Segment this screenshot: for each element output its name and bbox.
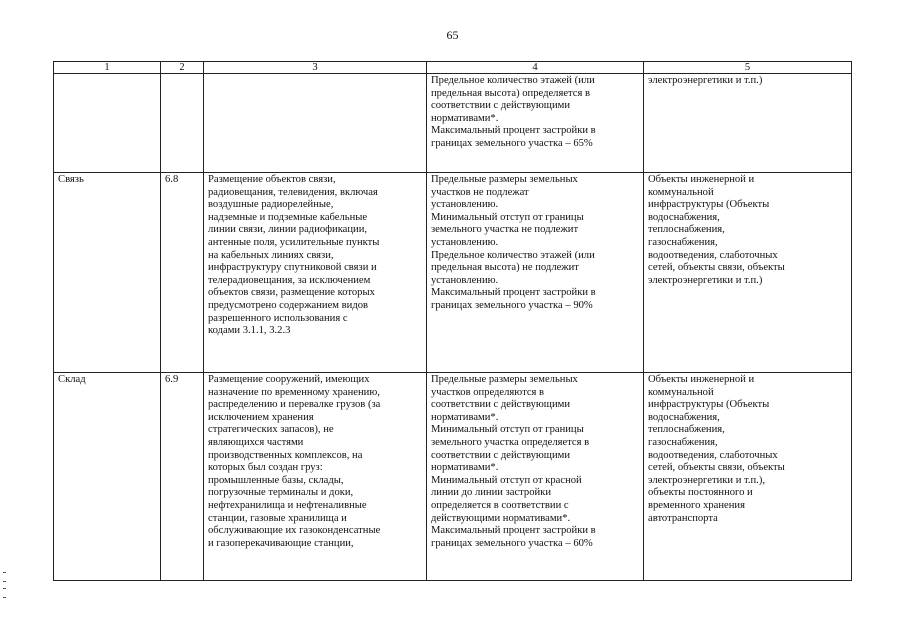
binder-mark [3, 588, 6, 598]
cell-parameters: Предельные размеры земельных участков не подлежат установлению. Минимальный отступ от границы земельного участка не подлежит установлению. Предельное количество этажей (или предельная высота) не подлежит установлению. Максимальный процент застройки в границах земельного участка – 90% [427, 173, 644, 373]
cell-infrastructure: Объекты инженерной и коммунальной инфраструктуры (Объекты водоснабжения, теплоснабжения, газоснабжения, водоотведения, слаботочных сетей, объекты связи, объекты электроэнергетики и т.п.), объекты постоянного и временного хранения автотранспорта [644, 373, 852, 581]
land-use-table [53, 61, 852, 581]
cell-infrastructure: Объекты инженерной и коммунальной инфраструктуры (Объекты водоснабжения, теплоснабжения, газоснабжения, водоотведения, слаботочных сетей, объекты связи, объекты электроэнергетики и т.п.) [644, 173, 852, 373]
table-row-sklad [54, 373, 852, 581]
cell-description [204, 74, 427, 173]
cell-name: Связь [54, 173, 161, 373]
cell-parameters: Предельное количество этажей (или предельная высота) определяется в соответствии с действующими нормативами*. Максимальный процент застройки в границах земельного участка – 65% [427, 74, 644, 173]
cell-description: Размещение объектов связи, радиовещания, телевидения, включая воздушные радиорелейные, надземные и подземные кабельные линии связи, линии радиофикации, антенные поля, усилительные пункты на кабельных линиях связи, инфраструктуру спутниковой связи и телерадиовещания, за исключением объектов связи, размещение которых предусмотрено содержанием видов разрешенного использования с кодами 3.1.1, 3.2.3 [204, 173, 427, 373]
cell-parameters: Предельные размеры земельных участков определяются в соответствии с действующими нормативами*. Минимальный отступ от границы земельного участка определяется в соответствии с действующими нормативами*. Минимальный отступ от красной линии до линии застройки определяется в соответствии с действующими нормативами*. Максимальный процент застройки в границах земельного участка – 60% [427, 373, 644, 581]
cell-code: 6.9 [161, 373, 204, 581]
header-row [54, 62, 852, 74]
page-number: 65 [446, 28, 459, 42]
header-col-4: 4 [427, 62, 644, 74]
cell-code [161, 74, 204, 173]
header-col-2: 2 [161, 62, 204, 74]
cell-infrastructure: электроэнергетики и т.п.) [644, 74, 852, 173]
cell-name [54, 74, 161, 173]
header-col-5: 5 [644, 62, 852, 74]
binder-mark [3, 572, 6, 582]
table-row-svyaz [54, 173, 852, 373]
cell-description: Размещение сооружений, имеющих назначение по временному хранению, распределению и перевалке грузов (за исключением хранения стратегических запасов), не являющихся частями производственных комплексов, на которых был создан груз: промышленные базы, склады, погрузочные терминалы и доки, нефтехранилища и нефтеналивные станции, газовые хранилища и обслуживающие их газоконденсатные и газоперекачивающие станции, [204, 373, 427, 581]
header-col-1: 1 [54, 62, 161, 74]
table-row-continuation [54, 74, 852, 173]
table-header [54, 62, 852, 74]
cell-name: Склад [54, 373, 161, 581]
cell-code: 6.8 [161, 173, 204, 373]
header-col-3: 3 [204, 62, 427, 74]
table-body [54, 74, 852, 581]
